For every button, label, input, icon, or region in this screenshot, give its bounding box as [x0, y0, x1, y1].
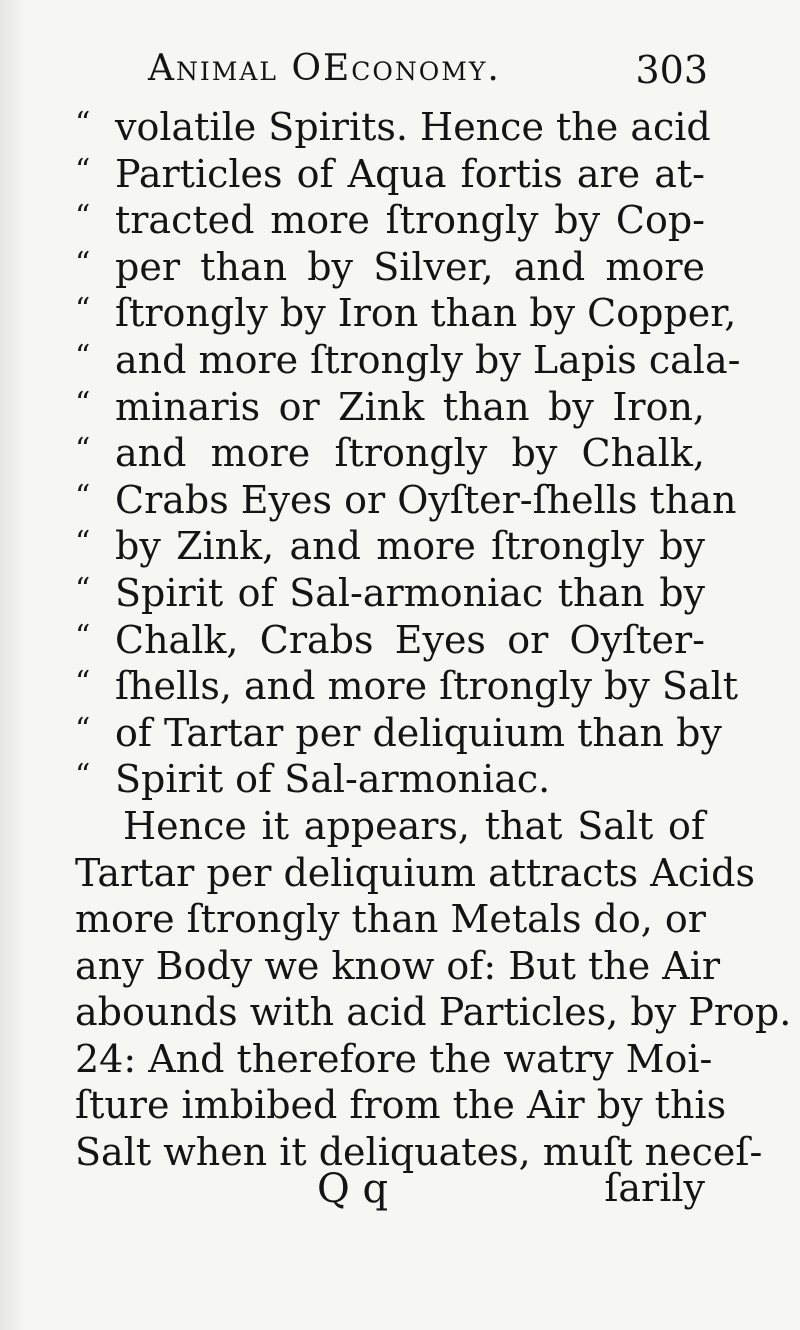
line-text: abounds with acid Particles, by Prop.	[75, 990, 792, 1035]
quote-mark: “	[75, 292, 91, 328]
line-text: Spirit of Sal-armoniac.	[115, 757, 551, 802]
line-text: Spirit of Sal-armoniac than by	[115, 570, 705, 615]
signature-mark: Q q	[317, 1166, 389, 1212]
body-text	[75, 104, 792, 1176]
quote-mark: “	[75, 571, 91, 607]
quoted-line	[75, 337, 741, 384]
catchword: ſarily	[604, 1166, 705, 1210]
page-number: 303	[635, 48, 708, 92]
quote-mark: “	[75, 199, 91, 235]
quote-mark: “	[75, 478, 91, 514]
quoted-line	[75, 244, 705, 291]
paragraph-line	[75, 1036, 713, 1083]
line-text: per than by Silver, and more	[115, 244, 705, 289]
quote-mark: “	[75, 711, 91, 747]
line-text: more ſtrongly than Metals do, or	[75, 897, 706, 942]
line-text: of Tartar per deliquium than by	[115, 710, 722, 755]
quote-mark: “	[75, 618, 91, 654]
paragraph-line	[75, 1082, 727, 1129]
paragraph-line	[75, 850, 755, 897]
quoted-line	[75, 197, 705, 244]
line-text: Chalk, Crabs Eyes or Oyſter-	[115, 617, 705, 662]
quote-mark: “	[75, 338, 91, 374]
line-text: ſtrongly by Iron than by Copper,	[115, 291, 737, 336]
paragraph-line	[75, 896, 705, 943]
line-text: Salt when it deliquates, muſt neceſ-	[75, 1130, 763, 1175]
quote-mark: “	[75, 385, 91, 421]
running-title: Animal OEconomy.	[148, 48, 501, 89]
quote-mark: “	[75, 152, 91, 188]
line-text: any Body we know of: But the Air	[75, 943, 721, 988]
line-text: volatile Spirits. Hence the acid	[115, 105, 711, 149]
line-text: tracted more ſtrongly by Cop-	[115, 198, 705, 243]
quoted-line	[75, 756, 705, 803]
line-text: ſture imbibed from the Air by this	[75, 1083, 727, 1128]
line-text: by Zink, and more ſtrongly by	[115, 524, 705, 569]
page-header	[148, 48, 708, 98]
line-text: minaris or Zink than by Iron,	[115, 384, 705, 429]
quoted-line	[75, 663, 739, 710]
line-text: ſhells, and more ſtrongly by Salt	[115, 664, 739, 709]
line-text: 24: And therefore the watry Moi-	[75, 1036, 713, 1081]
quoted-line	[75, 384, 705, 431]
quoted-line	[75, 151, 705, 198]
paragraph-line	[75, 989, 792, 1036]
quoted-line	[75, 523, 705, 570]
line-text: Tartar per deliquium attracts Acids	[75, 850, 755, 895]
quoted-line	[75, 570, 705, 617]
quote-mark: “	[75, 665, 91, 701]
paragraph-line	[75, 943, 721, 990]
quote-mark: “	[75, 106, 91, 141]
quoted-line	[75, 617, 705, 664]
line-text: and more ſtrongly by Chalk,	[115, 431, 705, 476]
quote-mark: “	[75, 432, 91, 468]
quote-mark: “	[75, 525, 91, 561]
quote-mark: “	[75, 245, 91, 281]
line-text: Hence it appears, that Salt of	[123, 803, 705, 848]
quoted-line	[75, 710, 722, 757]
quoted-line	[75, 477, 737, 524]
line-text: Particles of Aqua fortis are at-	[115, 151, 705, 196]
quote-mark: “	[75, 758, 91, 794]
line-text: and more ſtrongly by Lapis cala-	[115, 337, 741, 382]
quoted-line	[75, 104, 711, 151]
quoted-line	[75, 430, 705, 477]
line-text: Crabs Eyes or Oyſter-ſhells than	[115, 477, 737, 522]
paragraph-line	[75, 803, 705, 850]
page-gutter-shadow	[0, 0, 26, 1330]
quoted-line	[75, 290, 737, 337]
page-footer	[75, 1166, 705, 1226]
